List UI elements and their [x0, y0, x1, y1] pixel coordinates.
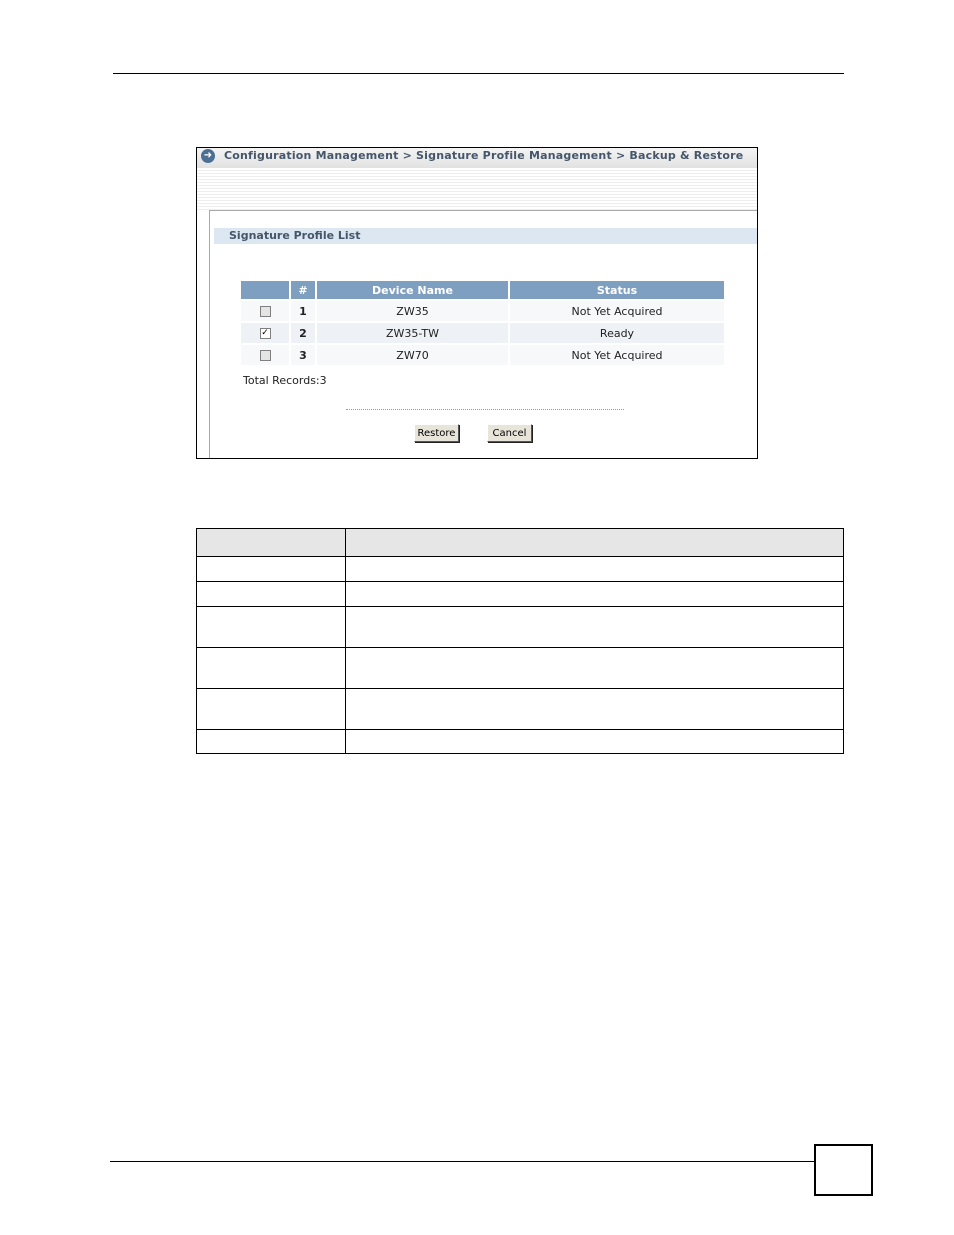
row-status: Ready: [510, 323, 724, 343]
field-description-table: [196, 528, 844, 754]
page-header-rule: [113, 73, 844, 74]
page-number-box: [814, 1144, 873, 1196]
row-index: 1: [291, 301, 315, 321]
signature-profile-panel: [209, 210, 758, 459]
desc-header-label: [197, 529, 346, 557]
row-status: Not Yet Acquired: [510, 345, 724, 365]
table-row: [241, 323, 724, 343]
screenshot-frame: [196, 147, 758, 459]
row-index: 2: [291, 323, 315, 343]
dotted-divider: [346, 409, 624, 410]
row-device-name: ZW35: [317, 301, 508, 321]
row-select-cell: [241, 323, 289, 343]
desc-header-description: [346, 529, 844, 557]
total-records: Total Records:3: [243, 374, 327, 387]
row-index: 3: [291, 345, 315, 365]
row-select-cell: [241, 345, 289, 365]
breadcrumb-bar: [197, 148, 757, 168]
arrow-circle-icon: ➜: [201, 149, 215, 163]
restore-button[interactable]: Restore: [414, 424, 459, 442]
row-device-name: ZW70: [317, 345, 508, 365]
row-checkbox-3[interactable]: [260, 350, 271, 361]
panel-title-bar: [214, 228, 758, 244]
row-status: Not Yet Acquired: [510, 301, 724, 321]
desc-row: [197, 689, 844, 730]
signature-profile-table: [239, 279, 726, 367]
table-row: [241, 345, 724, 365]
row-select-cell: [241, 301, 289, 321]
header-select: [241, 281, 289, 299]
page-footer-rule: [110, 1161, 814, 1162]
panel-title: Signature Profile List: [229, 229, 361, 242]
row-checkbox-2[interactable]: ✓: [261, 328, 269, 338]
header-device-name: Device Name: [317, 281, 508, 299]
breadcrumb: Configuration Management > Signature Profile Management > Backup & Restore: [224, 149, 744, 162]
desc-row: [197, 648, 844, 689]
table-header-row: [241, 281, 724, 299]
desc-row: [197, 607, 844, 648]
header-status: Status: [510, 281, 724, 299]
desc-row: [197, 557, 844, 582]
cancel-button[interactable]: Cancel: [487, 424, 532, 442]
table-row: [241, 301, 724, 321]
row-checkbox-1[interactable]: [260, 306, 271, 317]
row-device-name: ZW35-TW: [317, 323, 508, 343]
header-stripe: [197, 168, 757, 210]
desc-row: [197, 582, 844, 607]
desc-row: [197, 730, 844, 754]
header-index: #: [291, 281, 315, 299]
desc-header-row: [197, 529, 844, 557]
